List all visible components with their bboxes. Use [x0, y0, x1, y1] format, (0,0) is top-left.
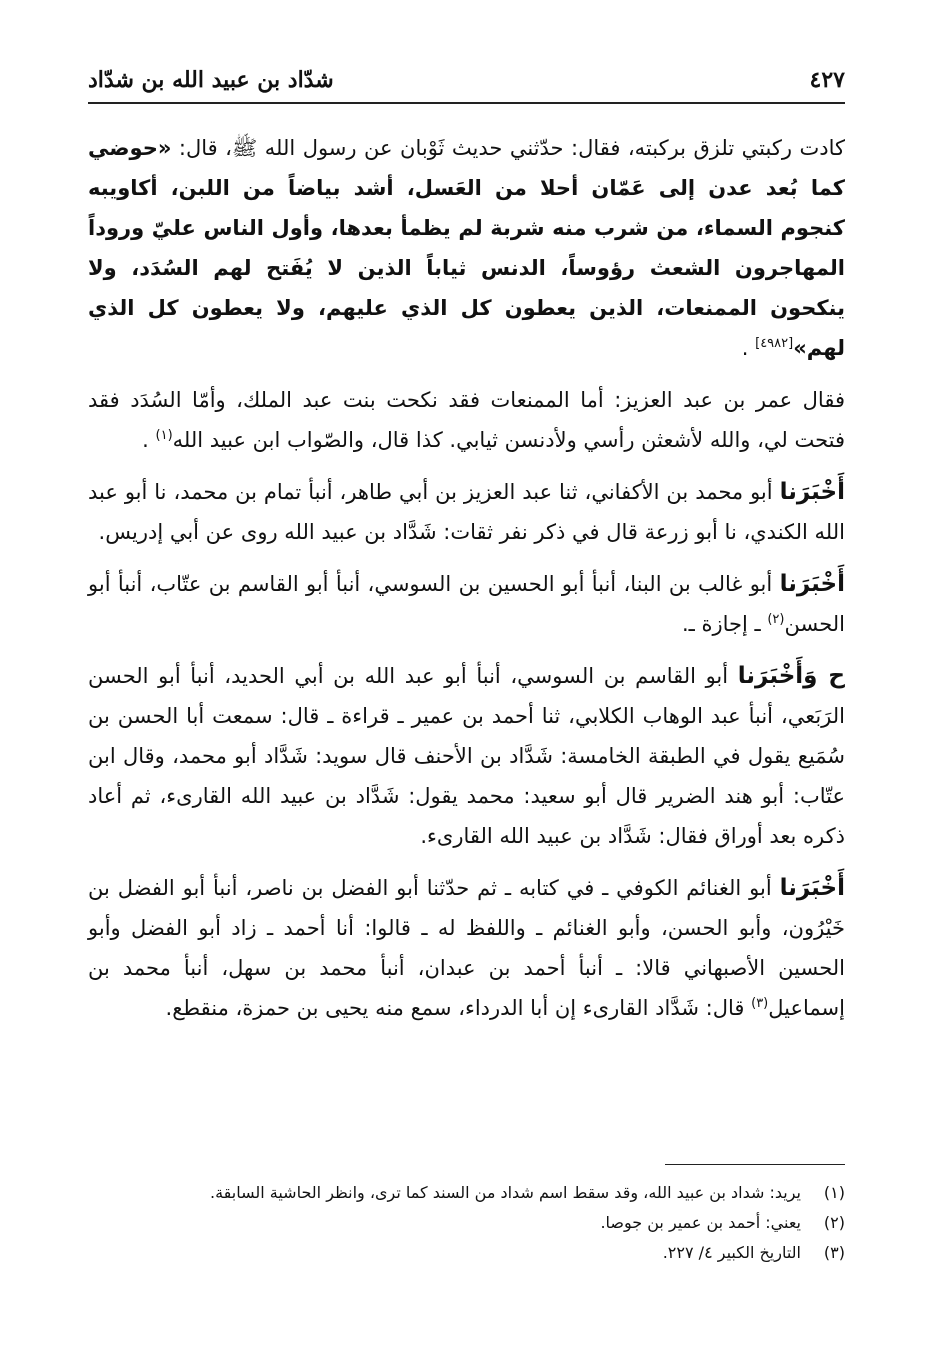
paragraph-5-lead: ح وَأَخْبَرَنا: [737, 663, 845, 689]
paragraph-2-end: .: [142, 428, 149, 452]
paragraph-3-text: أبو محمد بن الأكفاني، ثنا عبد العزيز بن أبي طاهر، أنبأ تمام بن محمد، نا أبو عبد الله الكندي، نا أبو زرعة قال في ذكر نفر ثقات: شَدَّاد بن عبيد الله روى عن أبي إدريس.: [88, 480, 845, 544]
paragraph-5: [88, 656, 845, 856]
paragraph-1-end: .: [741, 336, 749, 360]
paragraph-6-end: قال: شَدَّاد القارىء إن أبا الدرداء، سمع منه يحيى بن حمزة، منقطع.: [165, 996, 745, 1020]
footnote-marker-3: (٣): [751, 996, 769, 1011]
footnote-divider: [665, 1164, 845, 1165]
footnote-text: يريد: شداد بن عبيد الله، وقد سقط اسم شداد من السند كما ترى، وانظر الحاشية السابقة.: [210, 1183, 801, 1202]
footnote-marker-2: (٢): [767, 612, 785, 627]
hadith-text: «حوضي كما بُعد عدن إلى عَمّان أحلا من العَسل، أشد بياضاً من اللبن، أكاويبه كنجوم السماء، من شرب منه شربة لم يظمأ بعدها، وأول الناس عليّ وروداً المهاجرون الشعث رؤوساً، الدنس ثياباً الذين لا يُفَتح لهم السُدَد، ولا ينكحون الممنعات، الذين يعطون كل الذي عليهم، ولا يعطون كل الذي لهم»: [88, 136, 845, 360]
paragraph-3: [88, 472, 845, 552]
footnote-number: (٢): [823, 1213, 845, 1232]
paragraph-2-text: فقال عمر بن عبد العزيز: أما الممنعات فقد نكحت بنت عبد الملك، وأمّا السُدَد فقد فتحت لي، والله لأشعثن رأسي ولأدنسن ثيابي. كذا قال، والصّواب ابن عبيد الله: [88, 388, 845, 452]
paragraph-5-text: أبو القاسم بن السوسي، أنبأ أبو عبد الله بن أبي الحديد، أنبأ أبو الحسن الرَبَعي، أنبأ عبد الوهاب الكلابي، ثنا أحمد بن عمير ـ قراءة ـ قال: سمعت أبا الحسن بن سُمَيع يقول في الطبقة الخامسة: شَدَّاد بن الأحنف قال سويد: شَدَّاد أبو محمد، وقال ابن عتّاب: أبو هند الضرير قال أبو سعيد: محمد يقول: شَدَّاد بن عبيد الله القارىء، ثم أعاد ذكره بعد أوراق فقال: شَدَّاد بن عبيد الله القارىء.: [88, 664, 845, 848]
footnote-1: [88, 1178, 845, 1208]
paragraph-4-end: ـ إجازة ـ.: [681, 612, 761, 636]
footnote-2: [88, 1208, 845, 1238]
footnote-3: [88, 1238, 845, 1268]
footnote-text: التاريخ الكبير ٤/ ٢٢٧.: [662, 1243, 801, 1262]
footnote-marker-1: (١): [155, 428, 173, 443]
paragraph-6-lead: أَخْبَرَنا: [779, 875, 845, 901]
paragraph-1-intro: كادت ركبتي تلزق بركبته، فقال: حدّثني حديث ثَوْبان عن رسول الله ﷺ، قال:: [178, 136, 845, 160]
paragraph-6-text: أبو الغنائم الكوفي ـ في كتابه ـ ثم حدّثنا أبو الفضل بن ناصر، أنبأ أبو الفضل بن خَيْرُون، وأبو الحسن، وأبو الغنائم ـ واللفظ له ـ قالوا: أنا أحمد ـ زاد أبو الفضل وأبو الحسين الأصبهاني قالا: ـ أنبأ أحمد بن عبدان، أنبأ محمد بن سهل، أنبأ محمد بن إسماعيل: [88, 876, 845, 1020]
paragraph-1: [88, 128, 845, 368]
hadith-reference: [٤٩٨٢]: [755, 336, 794, 351]
footnote-number: (١): [823, 1183, 845, 1202]
main-text: [88, 128, 845, 1040]
paragraph-6: [88, 868, 845, 1028]
paragraph-3-lead: أَخْبَرَنا: [779, 479, 845, 505]
running-head: شدّاد بن عبيد الله بن شدّاد: [88, 67, 334, 93]
paragraph-4-lead: أَخْبَرَنا: [779, 571, 845, 597]
footnote-number: (٣): [823, 1243, 845, 1262]
page-header: [88, 58, 845, 104]
paragraph-4: [88, 564, 845, 644]
page-number: ٤٢٧: [809, 67, 845, 93]
paragraph-4-text: أبو غالب بن البنا، أنبأ أبو الحسين بن السوسي، أنبأ أبو القاسم بن عتّاب، أنبأ أبو الحسن: [88, 572, 845, 636]
footnote-text: يعني: أحمد بن عمير بن جوصا.: [600, 1213, 801, 1232]
paragraph-2: [88, 380, 845, 460]
footnotes: [88, 1178, 845, 1268]
